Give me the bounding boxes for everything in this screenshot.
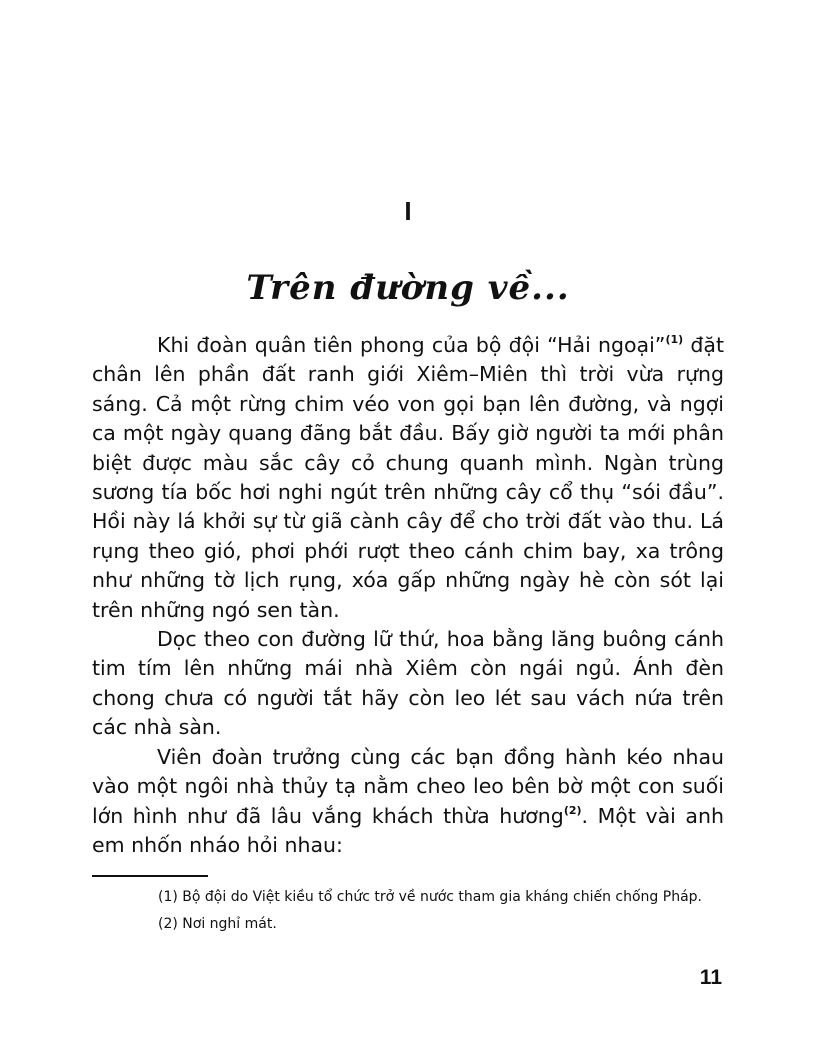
footnote-marker: (1) xyxy=(665,333,684,346)
footnote-divider xyxy=(92,875,208,877)
footnotes xyxy=(92,886,724,940)
paragraph-text: . Một vài anh em nhốn nháo hỏi nhau: xyxy=(92,803,724,857)
paragraph xyxy=(92,625,724,743)
body-text xyxy=(92,331,724,860)
paragraph-text: Dọc theo con đường lữ thứ, hoa bằng lăng buông cánh tim tím lên những mái nhà Xiêm còn ngái ngủ. Ánh đèn chong chưa có người tắt hãy còn leo lét sau vách nứa trên các nhà sàn. xyxy=(92,627,724,740)
paragraph xyxy=(92,743,724,861)
footnote-marker: (2) xyxy=(563,803,582,817)
paragraph xyxy=(92,331,724,625)
footnote: (1) Bộ đội do Việt kiều tổ chức trở về nước tham gia kháng chiến chống Pháp. xyxy=(158,889,702,905)
footnote: (2) Nơi nghỉ mát. xyxy=(158,916,277,932)
chapter-title: Trên đường về... xyxy=(246,268,570,308)
page-number: 11 xyxy=(699,966,722,989)
chapter-number: I xyxy=(404,196,412,226)
paragraph-text: Viên đoàn trưởng cùng các bạn đồng hành kéo nhau vào một ngôi nhà thủy tạ nằm cheo leo bên bờ một con suối lớn hình như đã lâu vắng khách thừa hương xyxy=(92,744,724,828)
paragraph-text: đặt chân lên phần đất ranh giới Xiêm–Miên thì trời vừa rựng sáng. Cả một rừng chim véo von gọi bạn lên đường, và ngợi ca một ngày quang đãng bắt đầu. Bấy giờ người ta mới phân biệt được màu sắc cây cỏ chung quanh mình. Ngàn trùng sương tía bốc hơi nghi ngút trên những cây cổ thụ “sói đầu”. Hồi này lá khởi sự từ giã cành cây để cho trời đất vào thu. Lá rụng theo gió, phơi phới rượt theo cánh chim bay, xa trông như những tờ lịch rụng, xóa gấp những ngày hè còn sót lại trên những ngó sen tàn. xyxy=(92,333,724,622)
paragraph-text: Khi đoàn quân tiên phong của bộ đội “Hải ngoại” xyxy=(157,333,666,357)
